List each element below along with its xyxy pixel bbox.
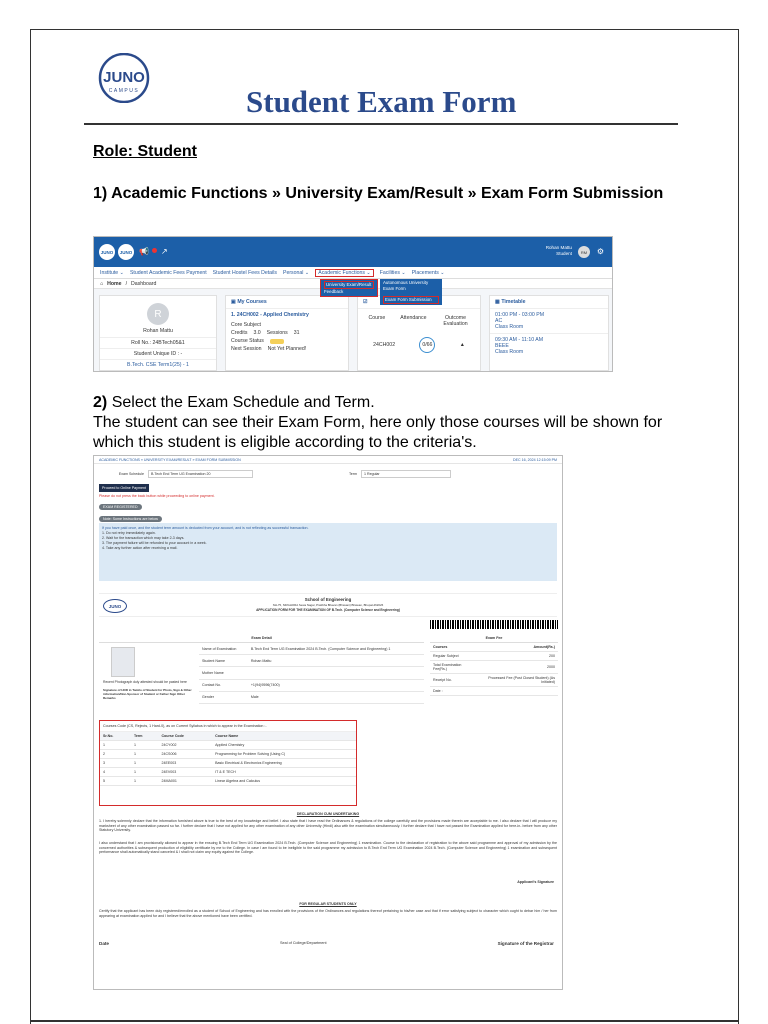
- nav-academic-functions[interactable]: Academic Functions ⌄: [315, 269, 374, 277]
- my-courses-card: [225, 295, 349, 371]
- alert-line-4: 4. Take any further action after receiving a mail.: [102, 546, 178, 550]
- course-row: [100, 777, 356, 786]
- megaphone-icon[interactable]: 📢: [139, 247, 149, 256]
- fee-label: Regular Subject: [430, 652, 477, 661]
- barcode: [430, 620, 558, 629]
- courses-header-row: [100, 732, 356, 741]
- cell-code: 24MA001: [158, 777, 212, 786]
- fee-row: [430, 661, 558, 674]
- detail-label: Mother Name: [199, 667, 248, 679]
- nav-placements[interactable]: Placements ⌄: [411, 269, 445, 276]
- regular-students-text: Certify that the applicant has been duly registered/enrolled as a student of School of Engineering and has enrolled with the provisions of the Ordinances and regulations thereof pertaining to his/her case and that if error satisfying subject to character which ought to debar him / her from appearing at examination applied for and I believe that the above mentioned have been certified.: [99, 909, 557, 918]
- slot-room: Class Room: [495, 349, 524, 355]
- term-select[interactable]: 1 Regular: [361, 470, 451, 478]
- dashboard-header: [94, 237, 612, 267]
- profile-name: Rohan Mattu: [143, 328, 173, 334]
- detail-label: Name of Examination: [199, 643, 248, 655]
- external-link-icon[interactable]: ↗: [161, 247, 168, 256]
- calendar-icon: ▦: [495, 299, 500, 305]
- crumb-separator: /: [125, 280, 128, 287]
- cell-name: Applied Chemistry: [212, 741, 356, 750]
- proceed-payment-button[interactable]: Proceed to Online Payment: [99, 484, 149, 492]
- course-type: Core Subject: [231, 322, 261, 328]
- role-heading: Role: Student: [93, 143, 197, 160]
- profile-card: [99, 295, 217, 371]
- cell-srno: 5: [100, 777, 131, 786]
- fee-col-courses: Courses: [430, 643, 477, 652]
- sessions-label: Sessions: [266, 330, 288, 336]
- col-attendance: Attendance: [400, 315, 427, 321]
- applicant-signature: Applicant's Signature: [517, 880, 554, 884]
- status-badge: [270, 339, 284, 344]
- course-status-label: Course Status: [231, 338, 264, 344]
- detail-row: [199, 691, 424, 703]
- gear-icon[interactable]: ⚙: [596, 247, 604, 256]
- book-icon: ▣: [231, 299, 236, 305]
- exam-detail-section: [99, 634, 424, 704]
- sessions-value: 31: [293, 330, 300, 336]
- step2-number: 2): [93, 394, 108, 411]
- cell-code: 24CS006: [158, 750, 212, 759]
- declaration-text-2: I also understand that I am provisionally allowed to appear in the ensuing B.Tech End Term UG Examination 2024 B.Tech. (Computer Science and Engineering) 1 examination. Course to the declaration of registration to the above said programme and approval of my admission by the concerned authorities & subsequent production of eligibility certificate by me to the College. In case I am found to be ineligible to the said programme my admission to B.Tech End Term UG Examination 2024 B.Tech. (Computer Science and Engineering) 1 examination and subsequent performance shall automatically stand canceled & I shall not claim any equity against the College.: [99, 841, 557, 855]
- detail-value: B.Tech End Term UG Examination 2024 B.Tech. (Computer Science and Engineering) 1: [248, 643, 424, 655]
- profile-avatar: R: [147, 303, 169, 325]
- slot-room: Class Room: [495, 324, 524, 330]
- school-address: NH-75, SIRGHORA Sewa Nagar, Pratibha Bhavan (Bhavani) Bhawan, Bhopal-462026: [272, 603, 384, 607]
- exam-submenu: [380, 279, 442, 305]
- title-divider: [84, 123, 678, 125]
- col-course-name: Course Name: [212, 732, 356, 741]
- crumb-home[interactable]: Home: [107, 280, 122, 287]
- document-title: Student Exam Form: [246, 84, 517, 119]
- user-info: [546, 245, 572, 257]
- nav-fees-payment[interactable]: Student Academic Fees Payment: [129, 269, 207, 276]
- course-row: [100, 768, 356, 777]
- footer-seal: Seal of College/Department: [279, 941, 327, 945]
- cell-name: Programming for Problem Solving (Using C): [212, 750, 356, 759]
- dashboard-screenshot: [93, 236, 613, 372]
- footer-registrar: Signature of the Registrar: [497, 941, 554, 946]
- school-header: [99, 593, 557, 617]
- col-outcome: Outcome Evaluation: [443, 315, 468, 327]
- timetable-title: Timetable: [501, 299, 526, 305]
- payment-warning: Please do not press the back button while proceeding to online payment.: [99, 494, 215, 498]
- declaration-title: DECLARATION CUM UNDERTAKING: [296, 812, 360, 816]
- col-term: Term: [131, 732, 158, 741]
- detail-label: Gender: [199, 691, 248, 703]
- step2-text: [93, 393, 683, 453]
- detail-label: Contact No.: [199, 679, 248, 691]
- info-chip-row: [94, 513, 562, 523]
- crumb-dashboard: Dashboard: [131, 280, 157, 287]
- detail-row: [199, 679, 424, 691]
- exam-registered-badge: EXAM REGISTERED: [99, 504, 142, 510]
- fee-label: Total Examination Fee(Rs.): [430, 661, 477, 674]
- course-credits-row: [226, 329, 348, 337]
- exam-date: DEC 16, 2024 12:15:09 PM: [513, 457, 557, 462]
- profile-course[interactable]: B.Tech. CSE Term1(25) - 1: [100, 359, 216, 370]
- logo-subtext: CAMPUS: [108, 88, 140, 94]
- application-title: APPLICATION FORM FOR THE EXAMINATION OF B.Tech. (Computer Science and Engineering): [256, 608, 400, 612]
- footer-date: Date: [99, 941, 109, 946]
- school-name: School of Engineering: [304, 597, 352, 602]
- cell-name: Basic Electrical & Electronics Engineering: [212, 759, 356, 768]
- cell-term: 1: [131, 777, 158, 786]
- course-row: [100, 759, 356, 768]
- step1-heading: 1) Academic Functions » University Exam/Result » Exam Form Submission: [93, 185, 664, 202]
- exam-form-header: [94, 456, 562, 464]
- detail-value: Male: [248, 691, 424, 703]
- submenu-autonomous[interactable]: Autonomous University: [383, 280, 429, 285]
- fee-value: 200: [477, 652, 558, 661]
- cell-name: Linear Algebra and Calculus: [212, 777, 356, 786]
- exam-form-screenshot: [93, 455, 563, 990]
- warning-icon: ▲: [459, 342, 465, 348]
- fee-header-row: [430, 643, 558, 652]
- attendance-headers: [358, 309, 480, 333]
- detail-row: [199, 655, 424, 667]
- attendance-course: 24CH002: [373, 342, 396, 348]
- cell-srno: 3: [100, 759, 131, 768]
- alert-line-2: 2. Wait for the transaction which may take 2-3 days.: [102, 536, 185, 540]
- menu-university-exam[interactable]: University Exam/Result: [324, 281, 374, 289]
- timetable-slot-1[interactable]: [490, 309, 608, 333]
- col-srno: Sr.No.: [100, 732, 131, 741]
- alert-line-0: If you have paid once, and the student term amount is deducted from your account, and is not reflecting as successful transaction.: [102, 526, 309, 530]
- photo-caption: Recent Photograph duly attested should be pasted here: [103, 680, 187, 684]
- course-row: [100, 750, 356, 759]
- step2-line2: The student can see their Exam Form, here only those courses will be shown for which this student is eligible according to the criteria's.: [93, 414, 663, 451]
- courses-caption: Courses Code (CS, Rejects, 1 Hard-0), as on Current Syllabus in which to appear in the Examination :-: [100, 721, 356, 732]
- detail-value: [248, 667, 424, 679]
- next-session-value: Not Yet Planned!: [267, 346, 307, 352]
- academic-dropdown: [320, 279, 378, 297]
- exam-breadcrumb: ACADEMIC FUNCTIONS » UNIVERSITY EXAM/RESULT » EXAM FORM SUBMISSION: [99, 457, 241, 462]
- term-label: Term: [349, 472, 357, 476]
- my-courses-title: My Courses: [237, 299, 267, 305]
- nav-hostel-fees[interactable]: Student Hostel Fees Details: [212, 269, 277, 276]
- payment-row: [94, 481, 562, 501]
- course-row: [100, 741, 356, 750]
- form-footer: [99, 941, 554, 946]
- slot-time: 09:30 AM - 11:10 AM: [495, 337, 544, 343]
- exam-filter-row: [94, 464, 562, 481]
- nav-personal[interactable]: Personal ⌄: [282, 269, 310, 276]
- exam-fee-section: [430, 634, 558, 696]
- detail-value: Rohan Mattu: [248, 655, 424, 667]
- juno-logo-badge: JUNO: [99, 244, 115, 260]
- profile-unique-id: Student Unique ID : -: [100, 348, 216, 359]
- cell-srno: 1: [100, 741, 131, 750]
- course-title[interactable]: 1. 24CH002 - Applied Chemistry: [231, 312, 309, 318]
- credits-label: Credits: [231, 330, 248, 336]
- cell-term: 1: [131, 759, 158, 768]
- signature-note: Signature of HOD in Tamilo of Student for Photo, Sign & Other information/Non-Sponsor of Student or Father Sign Other Remarks: [103, 688, 192, 700]
- page-border-bottom: [30, 1020, 739, 1022]
- exam-detail-table: [199, 643, 424, 704]
- courses-table: [100, 732, 356, 786]
- cell-term: 1: [131, 741, 158, 750]
- eligible-courses-section: [99, 720, 357, 806]
- timetable-card: [489, 295, 609, 371]
- cell-code: 24EE003: [158, 759, 212, 768]
- nav-institute[interactable]: Institute ⌄: [100, 269, 124, 276]
- exam-schedule-label: Exam Schedule: [118, 472, 144, 476]
- timetable-slot-2[interactable]: [490, 333, 608, 358]
- credits-value: 3.0: [253, 330, 261, 336]
- detail-row: [199, 643, 424, 655]
- detail-row: [199, 667, 424, 679]
- fee-label: Date :: [430, 687, 477, 696]
- col-course: Course: [368, 315, 386, 321]
- fee-row: [430, 687, 558, 696]
- fee-row: [430, 674, 558, 687]
- cell-code: 24CY002: [158, 741, 212, 750]
- fee-value: [477, 687, 558, 696]
- dashboard-nav: [94, 267, 612, 279]
- logo-wordmark: JUNO: [103, 69, 145, 86]
- course-status-row: [226, 337, 348, 345]
- checkbox-icon: ☑: [358, 296, 480, 309]
- instructions-alert: [99, 523, 557, 581]
- slot-course: BEEE: [495, 343, 509, 349]
- step2-line1: Select the Exam Schedule and Term.: [111, 394, 375, 411]
- exam-fee-table: [430, 643, 558, 696]
- photo-block: [99, 643, 199, 704]
- alert-line-3: 3. The payment failure will be refunded to your account in a week.: [102, 541, 207, 545]
- cell-srno: 4: [100, 768, 131, 777]
- cell-term: 1: [131, 768, 158, 777]
- fee-value: Processed Fee (Post Closed Student) (As Initiated): [477, 674, 558, 687]
- attendance-card: [357, 295, 481, 371]
- alert-line-1: 1. Do not retry immediately again.: [102, 531, 156, 535]
- cell-name: IT & E TECH: [212, 768, 356, 777]
- detail-value: +1(94)9596(7400): [248, 679, 424, 691]
- declaration-text: 1. I hereby solemnly declare that the information furnished above is true to the best of my knowledge and belief. I also state that I have read the Ordinances & regulations of the college carefully and the provisions made therein are acceptable to me. I also declare that I will produce my marksheet of any other examination passed so far. I further declare that I have not applied for any other examination of any other University (Hindi) also with the examination simultaneously. I further declare that I have not passed the Examination applied for here-in- before from any other Statutory University.: [99, 819, 557, 833]
- slot-time: 01:00 PM - 03:00 PM: [495, 312, 545, 318]
- photo-placeholder: [111, 647, 135, 677]
- juno-mini-logo: JUNO: [103, 599, 127, 613]
- next-session-row: [226, 345, 348, 353]
- attendance-ring: 0/66: [419, 337, 435, 353]
- cell-srno: 2: [100, 750, 131, 759]
- fee-row: [430, 652, 558, 661]
- exam-detail-body: [99, 643, 424, 704]
- juno-logo-badge-2: JUNO: [118, 244, 134, 260]
- menu-feedback[interactable]: Feedback: [324, 289, 344, 294]
- detail-label: Student Name: [199, 655, 248, 667]
- profile-roll: Roll No.: 24BTech05&1: [100, 337, 216, 348]
- cell-term: 1: [131, 750, 158, 759]
- user-role: Student: [556, 251, 572, 256]
- user-name: Rohan Mattu: [545, 245, 572, 250]
- avatar[interactable]: RM: [578, 246, 590, 258]
- next-session-label: Next Session: [231, 346, 262, 352]
- exam-fee-title: Exam Fee: [430, 634, 558, 643]
- attendance-row: [358, 333, 480, 357]
- submenu-exam-form-submission[interactable]: Exam Form Submission: [383, 296, 439, 304]
- fee-col-amount: Amount(Rs.): [477, 643, 558, 652]
- exam-detail-title: Exam Detail: [99, 634, 424, 643]
- juno-campus-logo: [92, 53, 156, 103]
- status-row: [94, 501, 562, 513]
- exam-schedule-select[interactable]: B.Tech End Term UG Examination 20: [148, 470, 253, 478]
- cell-code: 24EV003: [158, 768, 212, 777]
- nav-facilities[interactable]: Facilities ⌄: [379, 269, 406, 276]
- slot-course: AC: [495, 318, 503, 324]
- fee-label: Receipt No.: [430, 674, 477, 687]
- col-course-code: Course Code: [158, 732, 212, 741]
- submenu-exam-form[interactable]: Exam Form: [383, 286, 406, 291]
- home-icon[interactable]: ⌂: [100, 280, 104, 287]
- fee-value: 2000: [477, 661, 558, 674]
- regular-students-title: FOR REGULAR STUDENTS ONLY: [299, 902, 357, 906]
- info-chip: Note: Some Instructions are below: [99, 516, 162, 522]
- notification-dot-icon: [152, 248, 157, 253]
